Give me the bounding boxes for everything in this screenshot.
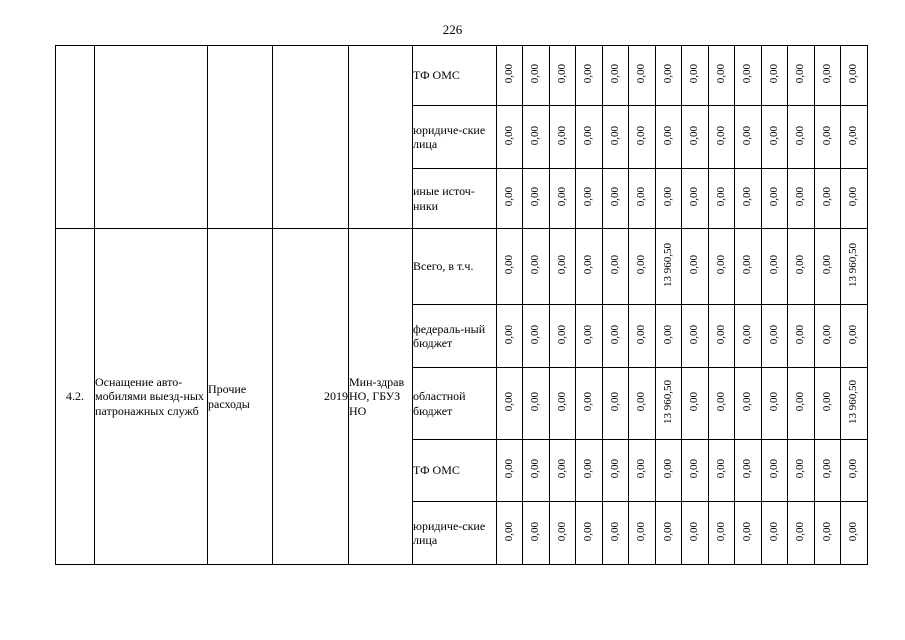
- value-text: 0,00: [794, 521, 807, 541]
- value-cell: [709, 502, 735, 565]
- value-cell: [841, 502, 868, 565]
- value-text: 0,00: [608, 521, 621, 541]
- value-text: 0,00: [820, 392, 833, 412]
- value-cell: [576, 502, 603, 565]
- value-cell: [656, 368, 682, 440]
- value-cell: [550, 502, 576, 565]
- value-cell: [497, 440, 523, 502]
- value-cell: [497, 106, 523, 169]
- value-text: 0,00: [767, 392, 780, 412]
- value-cell: [629, 305, 656, 368]
- page-number: 226: [442, 22, 463, 37]
- value-text: 0,00: [688, 64, 701, 84]
- value-cell: [550, 229, 576, 305]
- value-cell: [815, 106, 841, 169]
- value-text: 0,00: [502, 255, 515, 275]
- value-cell: [788, 368, 815, 440]
- value-text: 0,00: [767, 64, 780, 84]
- funding-source-cell: иные источ-ники: [413, 169, 497, 229]
- value-text: 0,00: [794, 187, 807, 207]
- value-cell: [788, 305, 815, 368]
- value-text: 0,00: [529, 255, 542, 275]
- value-cell: [497, 229, 523, 305]
- value-cell: [523, 502, 550, 565]
- value-text: 0,00: [714, 187, 727, 207]
- value-text: 0,00: [635, 521, 648, 541]
- value-text: 0,00: [608, 255, 621, 275]
- value-cell: [788, 502, 815, 565]
- value-cell: [656, 106, 682, 169]
- value-text: 0,00: [714, 255, 727, 275]
- empty-year-cell: [273, 46, 349, 229]
- value-cell: [629, 440, 656, 502]
- value-text: 0,00: [714, 392, 727, 412]
- funding-source-cell: ТФ ОМС: [413, 46, 497, 106]
- value-text: 0,00: [502, 324, 515, 344]
- expense-type-cell: Прочие расходы: [208, 229, 273, 565]
- value-cell: [735, 440, 762, 502]
- value-cell: [656, 46, 682, 106]
- value-cell: [629, 106, 656, 169]
- value-text: 0,00: [688, 392, 701, 412]
- value-cell: [762, 46, 788, 106]
- value-text: 0,00: [529, 187, 542, 207]
- funding-source-cell: областной бюджет: [413, 368, 497, 440]
- value-cell: [523, 169, 550, 229]
- value-text: 0,00: [767, 125, 780, 145]
- value-cell: [629, 368, 656, 440]
- value-text: 0,00: [635, 125, 648, 145]
- value-cell: [656, 502, 682, 565]
- value-cell: [735, 229, 762, 305]
- value-cell: [762, 229, 788, 305]
- funding-source-cell: юридиче-ские лица: [413, 502, 497, 565]
- value-text: 0,00: [608, 324, 621, 344]
- value-cell: [841, 305, 868, 368]
- value-text: 0,00: [555, 187, 568, 207]
- value-cell: [841, 229, 868, 305]
- value-cell: [656, 169, 682, 229]
- value-text: 0,00: [741, 459, 754, 479]
- value-text: 0,00: [608, 64, 621, 84]
- value-text: 0,00: [502, 64, 515, 84]
- value-text: 0,00: [714, 521, 727, 541]
- value-text: 0,00: [582, 459, 595, 479]
- value-text: 13 960,50: [661, 242, 674, 287]
- value-cell: [735, 305, 762, 368]
- value-text: 13 960,50: [661, 379, 674, 424]
- value-cell: [576, 169, 603, 229]
- value-text: 0,00: [741, 521, 754, 541]
- value-text: 0,00: [582, 324, 595, 344]
- value-cell: [841, 46, 868, 106]
- value-text: 0,00: [661, 459, 674, 479]
- value-text: 0,00: [555, 64, 568, 84]
- table-row: [56, 229, 868, 305]
- value-cell: [523, 229, 550, 305]
- value-text: 0,00: [714, 459, 727, 479]
- value-cell: [497, 502, 523, 565]
- value-cell: [815, 305, 841, 368]
- value-text: 0,00: [688, 255, 701, 275]
- value-text: 0,00: [635, 324, 648, 344]
- value-text: 0,00: [555, 125, 568, 145]
- value-text: 0,00: [661, 64, 674, 84]
- value-text: 0,00: [688, 324, 701, 344]
- value-cell: [815, 440, 841, 502]
- value-text: 0,00: [741, 255, 754, 275]
- value-cell: [788, 106, 815, 169]
- value-text: 0,00: [688, 459, 701, 479]
- funding-source-cell: юридиче-ские лица: [413, 106, 497, 169]
- value-cell: [629, 502, 656, 565]
- value-cell: [576, 305, 603, 368]
- value-cell: [709, 169, 735, 229]
- value-text: 0,00: [529, 324, 542, 344]
- value-cell: [550, 305, 576, 368]
- value-text: 0,00: [635, 459, 648, 479]
- year-cell: 2019: [273, 229, 349, 565]
- value-text: 0,00: [635, 187, 648, 207]
- value-cell: [788, 440, 815, 502]
- item-index-cell: 4.2.: [56, 229, 95, 565]
- value-text: 0,00: [502, 521, 515, 541]
- value-cell: [762, 502, 788, 565]
- value-cell: [709, 305, 735, 368]
- value-cell: [682, 440, 709, 502]
- value-cell: [576, 368, 603, 440]
- value-cell: [682, 229, 709, 305]
- value-cell: [682, 502, 709, 565]
- value-cell: [841, 169, 868, 229]
- value-cell: [576, 440, 603, 502]
- value-text: 0,00: [741, 324, 754, 344]
- value-text: 0,00: [794, 255, 807, 275]
- value-cell: [735, 169, 762, 229]
- value-cell: [682, 169, 709, 229]
- value-cell: [603, 502, 629, 565]
- value-text: 13 960,50: [847, 242, 860, 287]
- value-text: 0,00: [820, 187, 833, 207]
- value-cell: [815, 229, 841, 305]
- value-cell: [709, 46, 735, 106]
- value-text: 0,00: [555, 392, 568, 412]
- value-cell: [815, 46, 841, 106]
- value-text: 0,00: [608, 459, 621, 479]
- table-row: [56, 46, 868, 106]
- value-cell: [523, 305, 550, 368]
- value-text: 0,00: [767, 324, 780, 344]
- value-cell: [762, 305, 788, 368]
- value-text: 0,00: [847, 125, 860, 145]
- value-text: 0,00: [635, 392, 648, 412]
- value-cell: [603, 229, 629, 305]
- value-text: 0,00: [529, 125, 542, 145]
- value-text: 0,00: [582, 64, 595, 84]
- value-text: 0,00: [820, 521, 833, 541]
- value-cell: [576, 229, 603, 305]
- value-cell: [603, 368, 629, 440]
- value-cell: [735, 368, 762, 440]
- value-cell: [576, 106, 603, 169]
- value-text: 0,00: [820, 255, 833, 275]
- value-cell: [815, 502, 841, 565]
- value-cell: [762, 106, 788, 169]
- item-name-cell: Оснащение авто-мобилями выезд-ных патронажных служб: [95, 229, 208, 565]
- value-text: 0,00: [820, 324, 833, 344]
- value-cell: [788, 169, 815, 229]
- value-cell: [682, 46, 709, 106]
- value-text: 0,00: [688, 187, 701, 207]
- value-cell: [841, 368, 868, 440]
- value-text: 0,00: [502, 459, 515, 479]
- value-text: 0,00: [502, 392, 515, 412]
- value-cell: [603, 106, 629, 169]
- value-cell: [523, 440, 550, 502]
- value-cell: [682, 368, 709, 440]
- value-text: 0,00: [582, 392, 595, 412]
- value-text: 0,00: [529, 64, 542, 84]
- value-cell: [603, 305, 629, 368]
- value-text: 0,00: [529, 392, 542, 412]
- budget-table: [55, 45, 868, 565]
- value-text: 0,00: [529, 521, 542, 541]
- funding-source-cell: федераль-ный бюджет: [413, 305, 497, 368]
- value-cell: [523, 368, 550, 440]
- executor-cell: Мин-здрав НО, ГБУЗ НО: [349, 229, 413, 565]
- value-cell: [550, 440, 576, 502]
- value-text: 0,00: [714, 64, 727, 84]
- value-cell: [788, 229, 815, 305]
- empty-name-cell: [95, 46, 208, 229]
- value-cell: [497, 305, 523, 368]
- value-cell: [629, 169, 656, 229]
- value-text: 0,00: [767, 255, 780, 275]
- funding-source-cell: Всего, в т.ч.: [413, 229, 497, 305]
- value-text: 0,00: [555, 459, 568, 479]
- value-cell: [709, 440, 735, 502]
- value-text: 0,00: [847, 64, 860, 84]
- value-cell: [497, 46, 523, 106]
- value-cell: [656, 229, 682, 305]
- value-cell: [762, 440, 788, 502]
- value-text: 0,00: [847, 521, 860, 541]
- value-cell: [735, 46, 762, 106]
- value-text: 0,00: [741, 392, 754, 412]
- value-cell: [762, 169, 788, 229]
- value-cell: [682, 106, 709, 169]
- value-cell: [523, 106, 550, 169]
- value-cell: [603, 46, 629, 106]
- value-text: 0,00: [608, 392, 621, 412]
- value-text: 0,00: [794, 459, 807, 479]
- value-text: 0,00: [714, 125, 727, 145]
- value-cell: [709, 229, 735, 305]
- value-text: 0,00: [847, 324, 860, 344]
- value-text: 0,00: [794, 64, 807, 84]
- value-text: 0,00: [820, 125, 833, 145]
- funding-source-cell: ТФ ОМС: [413, 440, 497, 502]
- value-text: 0,00: [529, 459, 542, 479]
- value-text: 0,00: [794, 125, 807, 145]
- value-cell: [523, 46, 550, 106]
- value-text: 0,00: [688, 125, 701, 145]
- value-cell: [815, 368, 841, 440]
- value-cell: [603, 440, 629, 502]
- value-text: 0,00: [741, 187, 754, 207]
- value-text: 0,00: [847, 459, 860, 479]
- value-cell: [709, 368, 735, 440]
- value-text: 0,00: [608, 187, 621, 207]
- value-cell: [550, 46, 576, 106]
- value-cell: [629, 46, 656, 106]
- empty-executor-cell: [349, 46, 413, 229]
- value-text: 0,00: [741, 64, 754, 84]
- value-text: 0,00: [582, 187, 595, 207]
- value-text: 0,00: [661, 324, 674, 344]
- value-text: 0,00: [714, 324, 727, 344]
- value-cell: [629, 229, 656, 305]
- value-text: 0,00: [502, 125, 515, 145]
- value-text: 0,00: [820, 459, 833, 479]
- value-cell: [841, 440, 868, 502]
- value-cell: [815, 169, 841, 229]
- value-cell: [735, 502, 762, 565]
- value-cell: [682, 305, 709, 368]
- value-text: 0,00: [820, 64, 833, 84]
- value-text: 0,00: [661, 187, 674, 207]
- value-cell: [762, 368, 788, 440]
- value-text: 0,00: [608, 125, 621, 145]
- value-cell: [603, 169, 629, 229]
- value-text: 0,00: [555, 521, 568, 541]
- value-text: 0,00: [767, 187, 780, 207]
- value-text: 13 960,50: [847, 379, 860, 424]
- value-text: 0,00: [582, 125, 595, 145]
- value-cell: [709, 106, 735, 169]
- value-cell: [576, 46, 603, 106]
- value-text: 0,00: [661, 125, 674, 145]
- value-cell: [497, 169, 523, 229]
- value-text: 0,00: [741, 125, 754, 145]
- value-text: 0,00: [582, 255, 595, 275]
- empty-index-cell: [56, 46, 95, 229]
- value-text: 0,00: [555, 255, 568, 275]
- value-cell: [656, 440, 682, 502]
- value-cell: [550, 368, 576, 440]
- value-text: 0,00: [635, 64, 648, 84]
- value-text: 0,00: [847, 187, 860, 207]
- empty-type-cell: [208, 46, 273, 229]
- value-text: 0,00: [794, 392, 807, 412]
- value-text: 0,00: [635, 255, 648, 275]
- value-text: 0,00: [555, 324, 568, 344]
- value-cell: [788, 46, 815, 106]
- value-text: 0,00: [688, 521, 701, 541]
- value-text: 0,00: [767, 459, 780, 479]
- value-cell: [497, 368, 523, 440]
- value-text: 0,00: [661, 521, 674, 541]
- value-cell: [735, 106, 762, 169]
- value-cell: [550, 106, 576, 169]
- value-cell: [550, 169, 576, 229]
- value-text: 0,00: [582, 521, 595, 541]
- value-cell: [841, 106, 868, 169]
- value-cell: [656, 305, 682, 368]
- value-text: 0,00: [502, 187, 515, 207]
- value-text: 0,00: [767, 521, 780, 541]
- value-text: 0,00: [794, 324, 807, 344]
